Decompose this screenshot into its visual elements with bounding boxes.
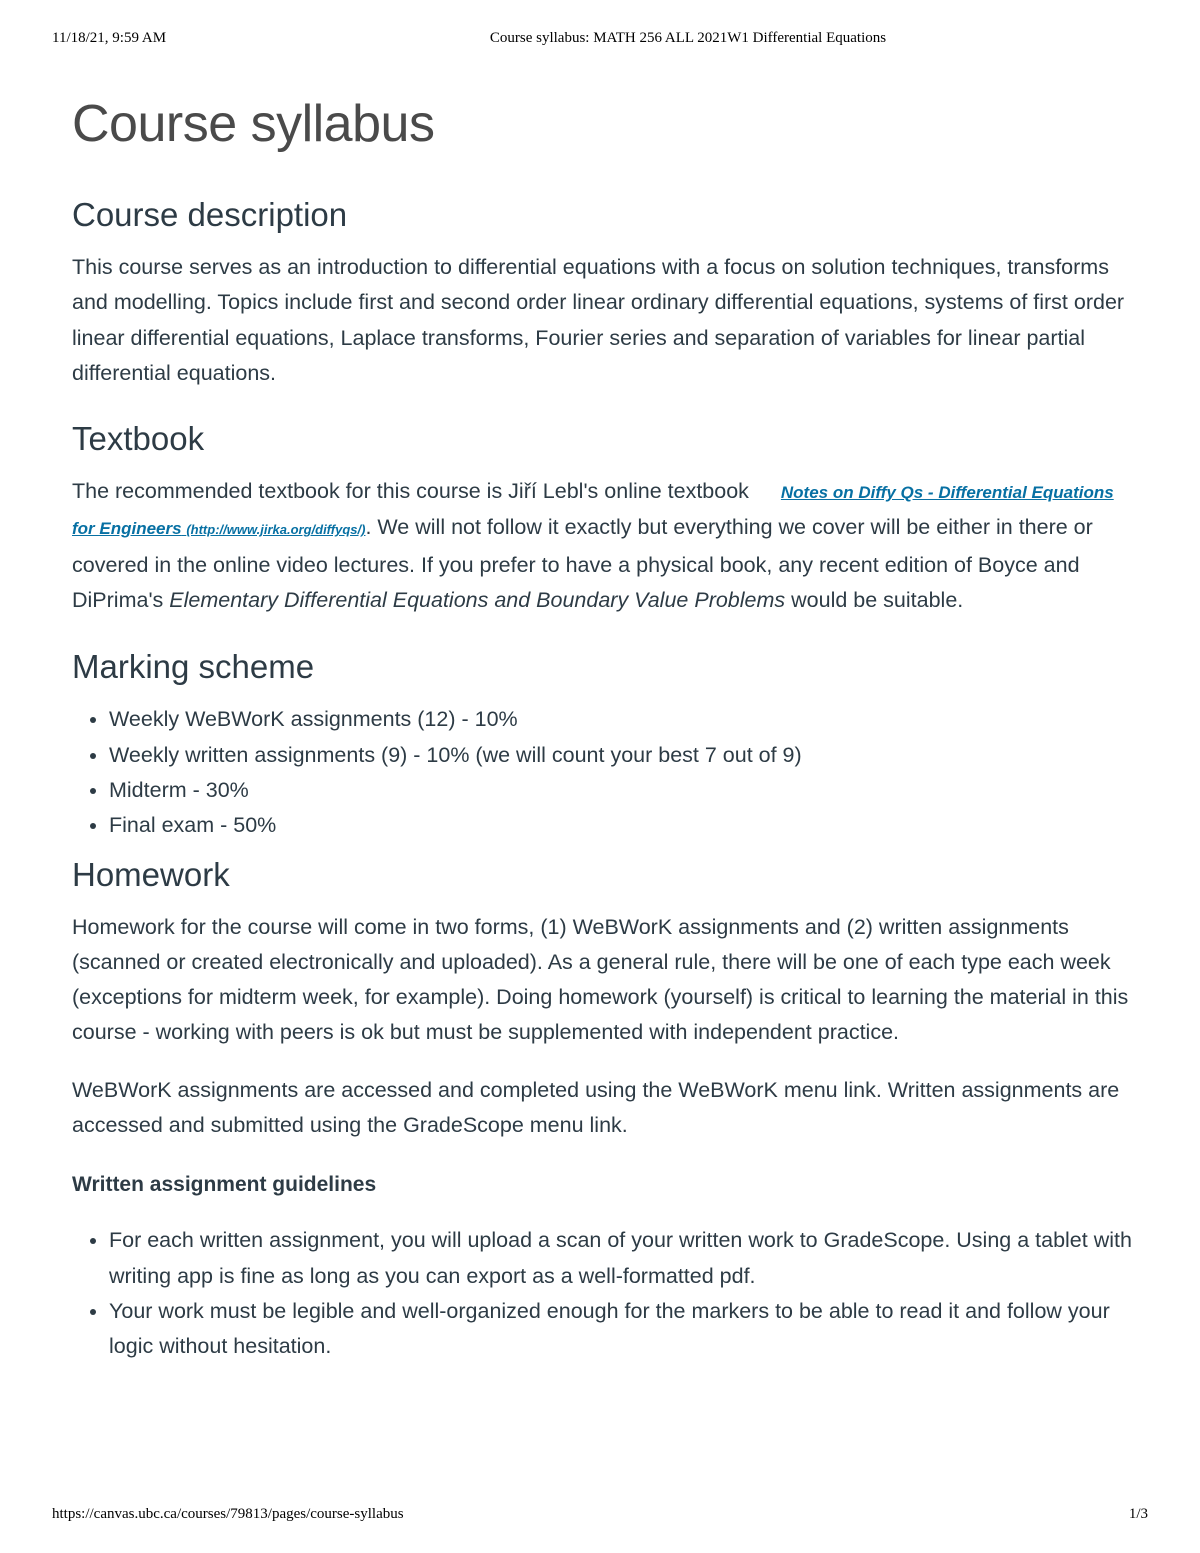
page-title: Course syllabus [72,95,435,153]
print-datetime: 11/18/21, 9:59 AM [52,30,167,46]
written-guidelines-heading: Written assignment guidelines [72,1173,377,1197]
textbook-heading: Textbook [72,420,205,458]
course-description-text: This course serves as an introduction to differential equations with a focus on solution techniques, transforms and modelling. Topics include first and second order linear ordinary differential equations, systems of first order linear differential equations, Laplace transforms, Fourier series and separation of variables for linear partial differential equations. [72,255,1125,385]
written-guidelines-list [72,1223,1132,1364]
textbook-book-title: Elementary Differential Equations and Boundary Value Problems [169,588,786,613]
textbook-text [72,474,1132,618]
textbook-link-text: Notes on Diffy Qs - Differential Equations for Engineers [72,483,1114,539]
marking-scheme-heading: Marking scheme [72,648,315,686]
textbook-after-link: . We will not follow it exactly but everything we cover will be either in there or covered in the online video lectures. If you prefer to have a physical book, any recent edition of Boyce and DiPrima's [72,515,1093,613]
print-url: https://canvas.ubc.ca/courses/79813/pages/course-syllabus [52,1506,404,1522]
course-description-heading: Course description [72,196,348,233]
list-item: • Final exam - 50% [109,808,1132,843]
page-content [72,88,1132,1373]
print-page-number: 1/3 [1128,1506,1148,1522]
list-item: • Your work must be legible and well-organized enough for the markers to be able to read it and follow your logic without hesitation. [109,1294,1132,1365]
textbook-intro: The recommended textbook for this course is Jiří Lebl's online textbook [72,479,755,504]
homework-para-2: WeBWorK assignments are accessed and completed using the WeBWorK menu link. Written assignments are accessed and submitted using the GradeScope menu link. [72,1077,1120,1138]
list-item: • Midterm - 30% [109,773,1132,808]
list-item: • Weekly WeBWorK assignments (12) - 10% [109,702,1132,737]
list-item: • Weekly written assignments (9) - 10% (we will count your best 7 out of 9) [109,738,1132,773]
textbook-ending: would be suitable. [785,588,964,613]
homework-heading: Homework [72,855,230,893]
homework-para-1: Homework for the course will come in two forms, (1) WeBWorK assignments and (2) written assignments (scanned or created electronically and uploaded). As a general rule, there will be one of each type each week (exceptions for midterm week, for example). Doing homework (yourself) is critical to learning the material in this course - working with peers is ok but must be supplemented with independent practice. [72,914,1129,1045]
list-item: • For each written assignment, you will upload a scan of your written work to GradeScope. Using a tablet with writing app is fine as long as you can export as a well-formatted pdf. [109,1223,1132,1294]
marking-scheme-list [72,702,1132,843]
print-page-title: Course syllabus: MATH 256 ALL 2021W1 Differential Equations [489,30,887,46]
textbook-link-url: (http://www.jirka.org/diffyqs/) [186,522,366,538]
